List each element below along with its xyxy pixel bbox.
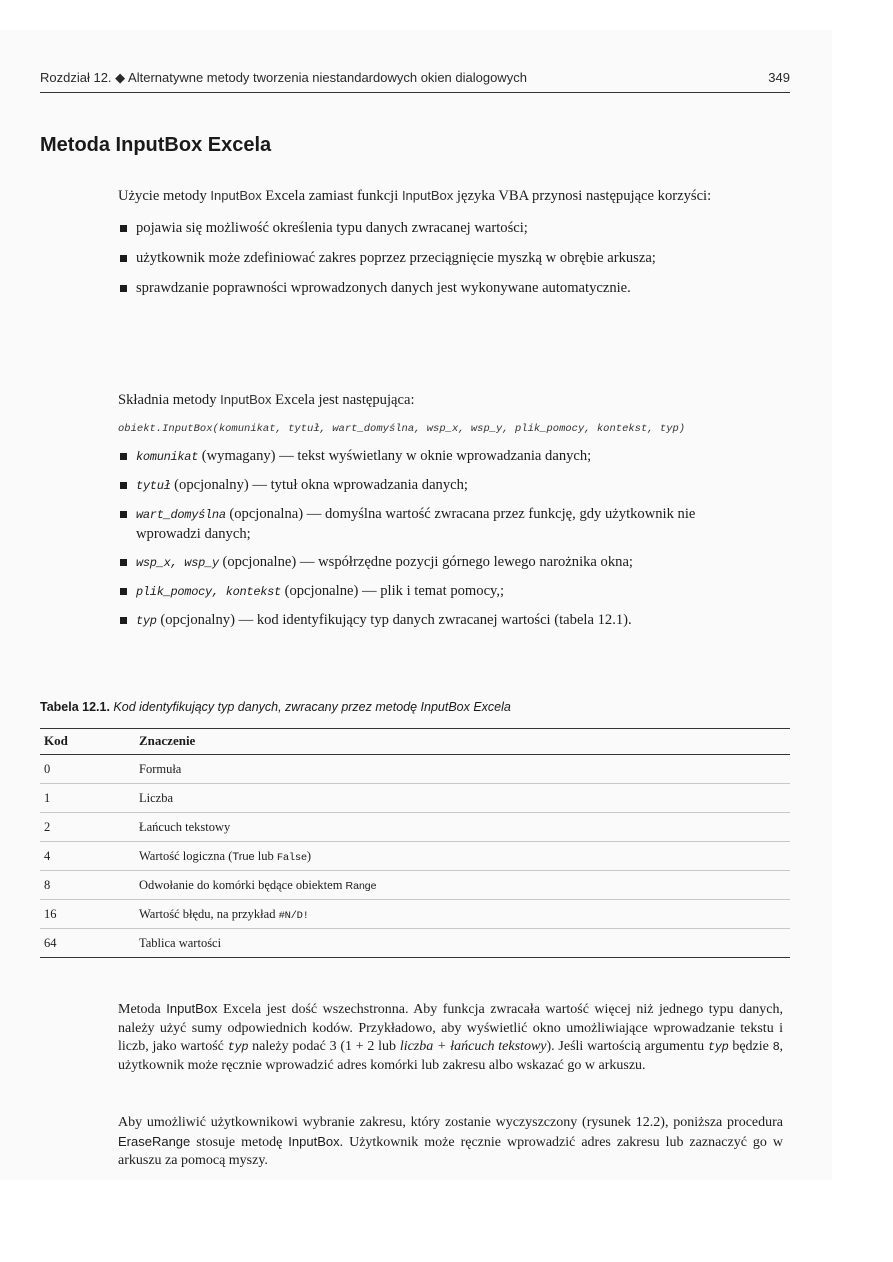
para-1: Metoda InputBox Excela jest dość wszechstronna. Aby funkcja zwracała wartość więcej niż jednego typu danych, należy użyć sumy odpowiednich kodów. Przykładowo, aby wyświetlić okno umożliwiające wprowadzanie tekstu i liczb, jako wartość typ należy podać 3 (1 + 2 lub liczba + łańcuch tekstowy). Jeśli wartością argumentu typ będzie 8, użytkownik może ręcznie wprowadzić adres komórki lub zakresu albo wskazać go w arkuszu. — [118, 1001, 784, 1073]
syntax-intro: Składnia metody InputBox Excela jest następująca: — [118, 392, 415, 408]
header-kod: Kod — [40, 729, 139, 755]
table-row: 1 Liczba — [40, 784, 790, 813]
page-number: 349 — [768, 70, 790, 85]
header-znaczenie: Znaczenie — [139, 729, 790, 755]
section-title: Metoda InputBox Excela — [40, 134, 272, 156]
list-item: wsp_x, wsp_y (opcjonalne) — współrzędne pozycji górnego lewego narożnika okna; — [118, 553, 746, 573]
list-item: tytuł (opcjonalny) — tytuł okna wprowadzania danych; — [118, 476, 783, 496]
benefits-list — [118, 219, 783, 298]
intro-paragraph: Użycie metody InputBox Excela zamiast funkcji InputBox języka VBA przynosi następujące korzyści: — [118, 188, 712, 204]
list-item: plik_pomocy, kontekst (opcjonalne) — plik i temat pomocy,; — [118, 582, 783, 602]
table-row: 64 Tablica wartości — [40, 929, 790, 958]
code-table — [40, 728, 790, 958]
list-item: wart_domyślna (opcjonalna) — domyślna wartość zwracana przez funkcję, gdy użytkownik nie wprowadzi danych; — [118, 505, 696, 544]
table-caption: Tabela 12.1. Kod identyfikujący typ danych, zwracany przez metodę InputBox Excela — [40, 700, 511, 714]
table-row: 4 Wartość logiczna (True lub False) — [40, 842, 790, 871]
arguments-list — [118, 447, 783, 631]
chapter-title: Rozdział 12. ◆ Alternatywne metody tworzenia niestandardowych okien dialogowych — [40, 70, 527, 85]
para-2: Aby umożliwić użytkownikowi wybranie zakresu, który zostanie wyczyszczony (rysunek 12.2), poniższa procedura EraseRange stosuje metodę InputBox. Użytkownik może ręcznie wprowadzić adres zakresu lub zaznaczyć go w arkuszu za pomocą myszy. — [118, 1115, 783, 1168]
table-row: 2 Łańcuch tekstowy — [40, 813, 790, 842]
syntax-line: obiekt.InputBox(komunikat, tytuł, wart_domyślna, wsp_x, wsp_y, plik_pomocy, kontekst, typ) — [118, 423, 686, 435]
list-item: typ (opcjonalny) — kod identyfikujący typ danych zwracanej wartości (tabela 12.1). — [118, 611, 783, 631]
table-row: 0 Formuła — [40, 755, 790, 784]
list-item: użytkownik może zdefiniować zakres poprzez przeciągnięcie myszką w obrębie arkusza; — [118, 249, 783, 268]
running-header — [40, 70, 790, 93]
list-item: sprawdzanie poprawności wprowadzonych danych jest wykonywane automatycznie. — [118, 279, 656, 298]
list-item: komunikat (wymagany) — tekst wyświetlany w oknie wprowadzania danych; — [118, 447, 783, 467]
list-item: pojawia się możliwość określenia typu danych zwracanej wartości; — [118, 219, 783, 238]
intro-block — [118, 186, 783, 298]
table-row: 8 Odwołanie do komórki będące obiektem Range — [40, 871, 790, 900]
table-row: 16 Wartość błędu, na przykład #N/D! — [40, 900, 790, 929]
syntax-block — [118, 390, 783, 631]
table-header-row — [40, 729, 790, 755]
